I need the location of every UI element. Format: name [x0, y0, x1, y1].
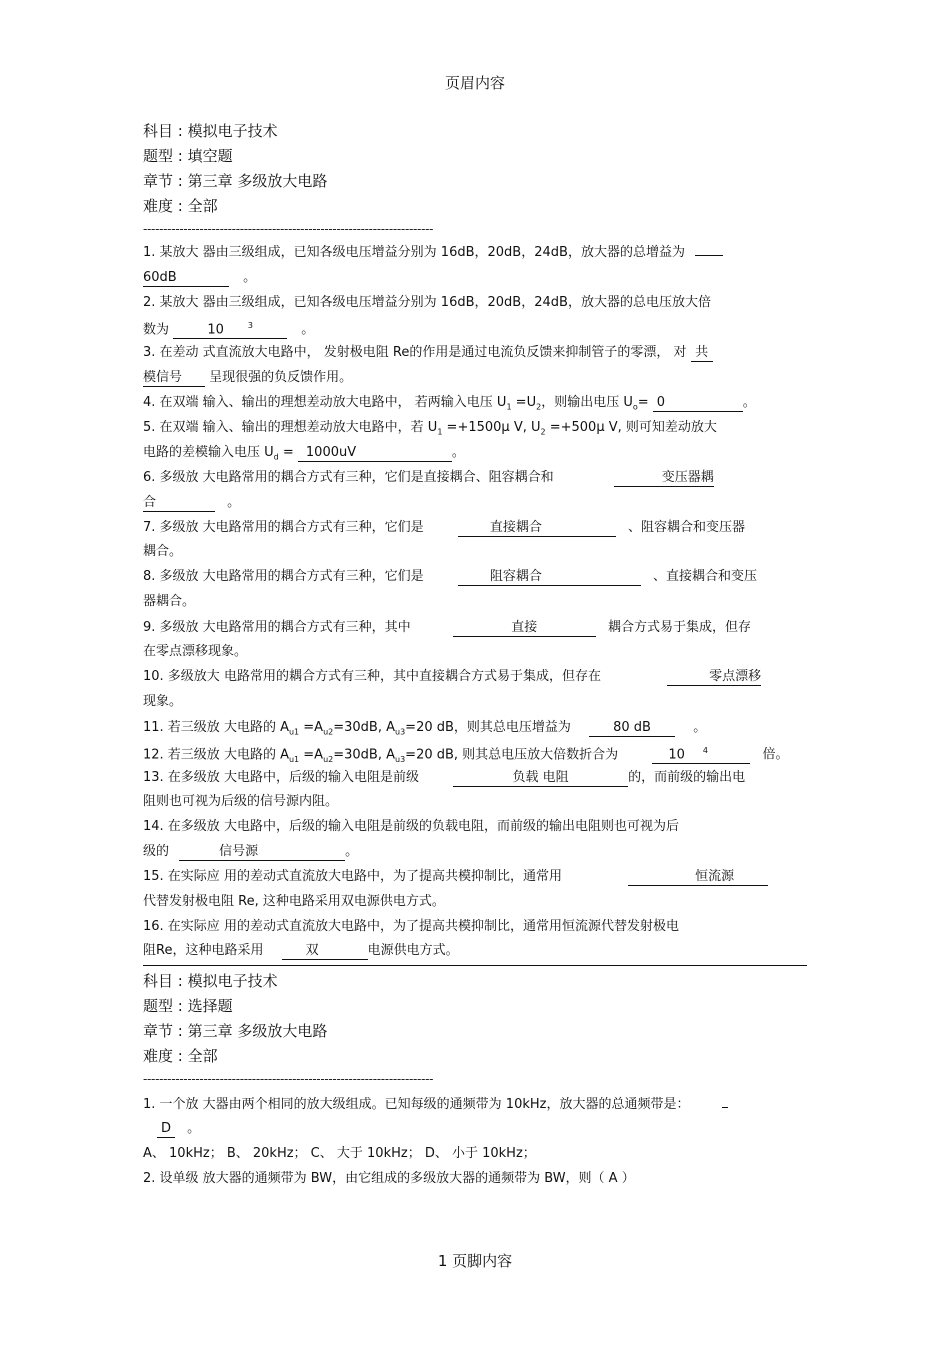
- answer-blank: 合: [143, 495, 215, 512]
- separator: ------------------------------------------------------------------------: [143, 222, 434, 236]
- subject-line: 科目 : 模拟电子技术: [143, 972, 278, 990]
- section-divider: [143, 965, 807, 966]
- page-header: 页眉内容: [444, 74, 505, 92]
- question-16: 16. 在实际应 用的差动式直流放大电路中，为了提高共模抑制比，通常用恒流源代替发射极电: [143, 919, 679, 934]
- question-9-cont: 在零点漂移现象。: [143, 644, 248, 659]
- answer-blank: 直接: [453, 620, 596, 637]
- question-4: 4. 在双端 输入、输出的理想差动放大电路中， 若两输入电压 $U_1 =U_2$，则输出电压 $U_o= 0$ 。: [143, 395, 756, 412]
- question-14: 14. 在多级放 大电路中，后级的输入电阻是前级的负载电阻，而前级的输出电阻则也可视为后: [143, 819, 679, 834]
- question-10-cont: 现象。: [143, 694, 183, 709]
- answer-blank: 直接耦合: [458, 520, 616, 537]
- question-6: 6. 多级放 大电路常用的耦合方式有三种，它们是直接耦合、阻容耦合和 变压器耦: [143, 470, 714, 485]
- question-8-cont: 器耦合。: [143, 594, 196, 609]
- question-5-cont: 电路的差模输入电压 $U_d = 1000uV$ 。: [143, 445, 465, 462]
- answer-blank: 80 dB: [589, 720, 675, 737]
- answer-blank: 10 $^3$: [173, 318, 287, 339]
- choice-question-1-cont: D 。: [157, 1120, 200, 1138]
- choice-question-2: 2. 设单级 放大器的通频带为 BW，由它组成的多级放大器的通频带为 BW，则（ A ）: [143, 1171, 635, 1186]
- separator: ------------------------------------------------------------------------: [143, 1072, 434, 1086]
- question-5: 5. 在双端 输入、输出的理想差动放大电路中，若 $U_1 =+1500\mu$ V, $U_2 =+500\mu$ V, 则可知差动放大: [143, 420, 717, 437]
- question-16-cont: 阻Re，这种电路采用 双 电源供电方式。: [143, 943, 459, 958]
- question-8: 8. 多级放 大电路常用的耦合方式有三种，它们是 阻容耦合 、直接耦合和变压: [143, 569, 757, 584]
- choice-question-1: 1. 一个放 大器由两个相同的放大级组成。已知每级的通频带为 10kHz，放大器的总通频带是：: [143, 1096, 728, 1114]
- answer-blank: 负载 电阻: [453, 770, 628, 787]
- answer-blank: 60dB: [143, 270, 229, 287]
- question-6-cont: 合 。: [143, 495, 241, 510]
- question-15-cont: 代替发射极电阻 Re, 这种电路采用双电源供电方式。: [143, 894, 445, 909]
- page-footer: 1 页脚内容: [437, 1252, 513, 1270]
- question-12: 12. 若三级放 大电路的 $A_{u1} =A_{u2}=30dB$, $A_{u3}=20$ dB, 则其总电压放大倍数折合为 10 $^4$ 倍。: [143, 743, 788, 769]
- choice-options: A、 10kHz； B、 20kHz； C、 大于 10kHz； D、 小于 10kHz；: [143, 1146, 536, 1161]
- question-10: 10. 多级放大 电路常用的耦合方式有三种，其中直接耦合方式易于集成，但存在 零点漂移: [143, 669, 762, 684]
- answer-blank: 阻容耦合: [458, 569, 641, 586]
- answer-blank: 模信号: [143, 370, 205, 387]
- answer-blank: 10 $^4$: [652, 743, 750, 764]
- question-3: 3. 在差动 式直流放大电路中， 发射极电阻 Re的作用是通过电流负反馈来抑制管子的零漂， 对 共: [143, 344, 713, 362]
- answer-blank: 变压器耦: [614, 470, 714, 487]
- answer-blank: 0: [653, 395, 743, 412]
- answer-blank: 恒流源: [628, 869, 768, 886]
- question-9: 9. 多级放 大电路常用的耦合方式有三种，其中 直接 耦合方式易于集成，但存: [143, 620, 751, 635]
- question-14-cont: 级的 信号源 。: [143, 844, 359, 859]
- difficulty-line: 难度 : 全部: [143, 1047, 218, 1065]
- question-3-cont: 模信号 呈现很强的负反馈作用。: [143, 370, 353, 385]
- question-1: 1. 某放大 器由三级组成，已知各级电压增益分别为 16dB，20dB，24dB，放大器的总增益为: [143, 244, 723, 262]
- answer-blank: 双: [282, 943, 368, 960]
- question-type-line: 题型 : 选择题: [143, 997, 233, 1015]
- chapter-line: 章节 : 第三章 多级放大电路: [143, 172, 328, 190]
- answer-blank: 1000uV: [298, 445, 452, 462]
- question-2: 2. 某放大 器由三级组成，已知各级电压增益分别为 16dB，20dB，24dB，放大器的总电压放大倍: [143, 295, 711, 310]
- answer-blank: 共: [691, 345, 713, 362]
- chapter-line: 章节 : 第三章 多级放大电路: [143, 1022, 328, 1040]
- answer-blank: D: [157, 1121, 175, 1138]
- question-13-cont: 阻则也可视为后级的信号源内阻。: [143, 794, 339, 809]
- question-type-line: 题型 : 填空题: [143, 147, 233, 165]
- subject-line: 科目 : 模拟电子技术: [143, 122, 278, 140]
- difficulty-line: 难度 : 全部: [143, 197, 218, 215]
- question-7-cont: 耦合。: [143, 544, 183, 559]
- question-2-cont: 数为 10 $^3$ 。: [143, 318, 314, 339]
- question-15: 15. 在实际应 用的差动式直流放大电路中，为了提高共模抑制比，通常用 恒流源: [143, 868, 768, 886]
- question-1-cont: 60dB 。: [143, 270, 257, 285]
- answer-blank: 零点漂移: [667, 669, 761, 686]
- question-7: 7. 多级放 大电路常用的耦合方式有三种，它们是 直接耦合 、阻容耦合和变压器: [143, 520, 745, 535]
- question-11: 11. 若三级放 大电路的 $A_{u1} =A_{u2}=30dB$, $A_{u3}=20$ dB，则其总电压增益为 80 dB 。: [143, 720, 707, 737]
- answer-blank: 信号源: [179, 844, 345, 861]
- question-13: 13. 在多级放 大电路中，后级的输入电阻是前级 负载 电阻 的，而前级的输出电: [143, 770, 746, 785]
